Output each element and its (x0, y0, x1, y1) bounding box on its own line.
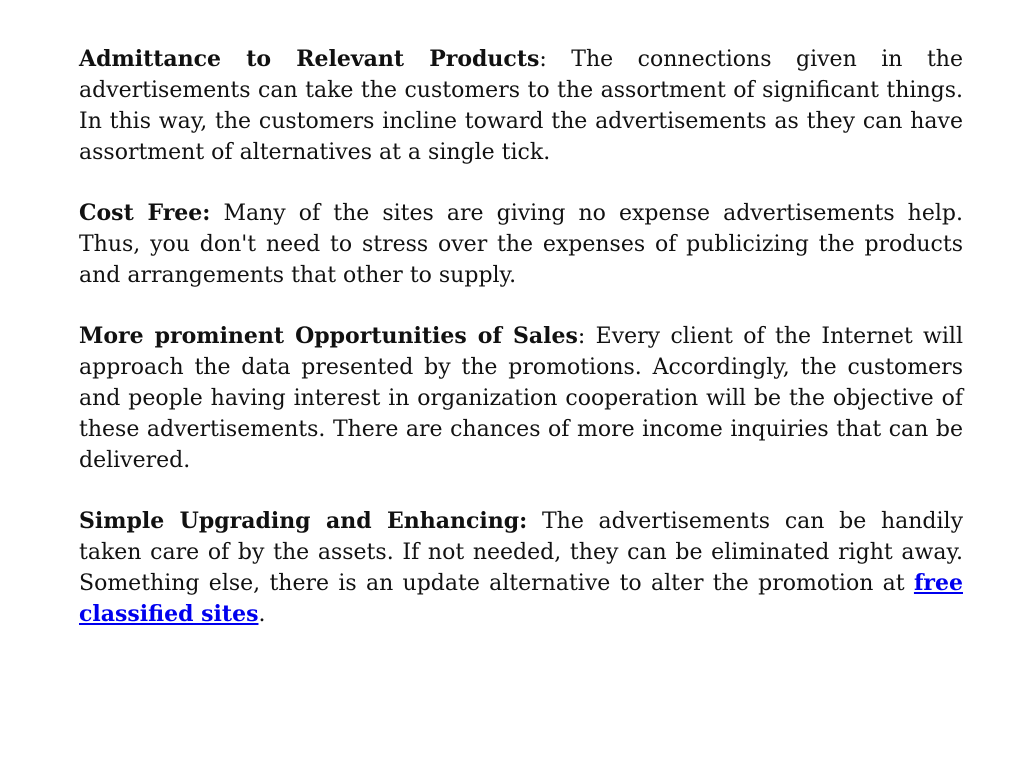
paragraph-heading: More prominent Opportunities of Sales (79, 323, 578, 349)
paragraph-relevant-products (79, 44, 963, 168)
free-classified-sites-link[interactable]: free classified sites (79, 570, 963, 627)
paragraph-sales-opportunities (79, 321, 963, 476)
paragraph-body: Many of the sites are giving no expense advertisements help. Thus, you don't need to stress over the expenses of publicizing the products and arrangements that other to supply. (79, 201, 963, 288)
heading-separator: : (539, 47, 547, 72)
paragraph-heading: Simple Upgrading and Enhancing: (79, 508, 528, 534)
paragraph-body: Every client of the Internet will approach the data presented by the promotions. Accordingly, the customers and people having interest in organization cooperation will be the objective of these advertisements. There are chances of more income inquiries that can be delivered. (79, 324, 964, 473)
paragraph-upgrading (79, 506, 963, 630)
paragraph-body: The advertisements can be handily taken care of by the assets. If not needed, they can be eliminated right away. Something else, there is an update alternative to alter the promotion at (79, 509, 964, 596)
paragraph-heading: Cost Free: (79, 200, 211, 226)
paragraph-body: The connections given in the advertisements can take the customers to the assortment of significant things. In this way, the customers incline toward the advertisements as they can have assortment of alternatives at a single tick. (79, 47, 963, 165)
heading-separator: : (577, 324, 586, 349)
document-page (79, 44, 963, 660)
paragraph-cost-free (79, 198, 963, 291)
paragraph-end-punctuation: . (258, 602, 266, 627)
paragraph-heading: Admittance to Relevant Products (79, 46, 540, 72)
